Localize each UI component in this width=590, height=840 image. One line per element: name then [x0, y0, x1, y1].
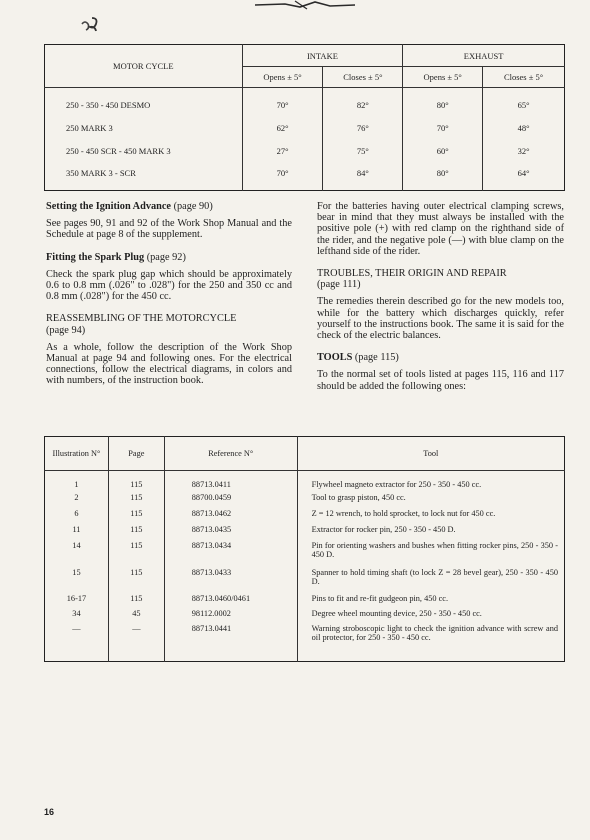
table-row — [45, 139, 565, 162]
intake-closes-cell: 76° — [323, 116, 403, 139]
model-cell: 250 - 450 SCR - 450 MARK 3 — [66, 145, 171, 156]
reference-cell: 88713.0435 — [164, 523, 297, 539]
reference-cell: 88713.0462 — [164, 507, 297, 523]
exhaust-closes-cell: 65° — [483, 88, 565, 117]
reference-cell: 88713.0460/0461 — [164, 592, 297, 607]
table-row — [45, 507, 565, 523]
header-motorcycle: MOTOR CYCLE — [45, 45, 243, 88]
reassembling-text: As a whole, follow the description of the Work Shop Manual at page 94 and following ones. For the electrical connections, follow the electrical diagrams, in colors and with numbers, of the instruction book. — [46, 341, 292, 387]
troubles-heading: TROUBLES, THEIR ORIGIN AND REPAIR — [317, 268, 507, 280]
table-row — [45, 88, 565, 117]
page-cell: 115 — [108, 592, 164, 607]
illustration-cell: 6 — [74, 508, 79, 518]
table-row — [45, 523, 565, 539]
page-number: 16 — [44, 807, 55, 817]
header-reference: Reference N° — [164, 437, 297, 471]
table-row — [45, 491, 565, 507]
reference-cell: 88713.0433 — [164, 566, 297, 592]
ignition-text: See pages 90, 91 and 92 of the Work Shop Manual and the Schedule at page 8 of the supplement. — [46, 218, 292, 241]
ignition-heading-line — [46, 201, 292, 212]
exhaust-opens-cell: 70° — [403, 116, 483, 139]
troubles-text: The remedies therein described go for the new models too, while for the battery which discharges quickly, refer yourself to the instructions book. The same it is said for the check of the electric balances. — [317, 296, 564, 342]
exhaust-closes-cell: 64° — [483, 162, 565, 191]
illustration-cell: 2 — [74, 492, 79, 502]
header-tool: Tool — [297, 437, 564, 471]
intake-opens-cell: 70° — [242, 162, 323, 191]
table-row — [45, 566, 565, 592]
spark-heading-line — [46, 252, 292, 263]
table-row — [45, 539, 565, 566]
page-cell: 115 — [108, 539, 164, 566]
tool-cell: Pins to fit and re-fit gudgeon pin, 450 cc. — [297, 592, 564, 607]
illustration-cell: 1 — [74, 480, 79, 489]
illustration-cell: — — [72, 623, 81, 633]
header-intake-opens: Opens ± 5° — [242, 67, 323, 88]
illustration-cell: 15 — [72, 567, 81, 577]
right-column — [317, 201, 564, 392]
ignition-heading: Setting the Ignition Advance — [46, 201, 172, 212]
tools-page: (page 115) — [354, 352, 399, 364]
table-row — [45, 116, 565, 139]
header-exhaust: EXHAUST — [403, 45, 565, 67]
tools-heading-line — [317, 352, 564, 363]
tool-cell: Warning stroboscopic light to check the ignition advance with screw and oil protector, for 250 - 350 - 450 cc. — [297, 622, 564, 662]
reference-cell: 88713.0434 — [164, 539, 297, 566]
binding-edge-mark — [255, 0, 355, 12]
reference-cell: 98112.0002 — [164, 607, 297, 622]
ignition-page: (page 90) — [173, 201, 213, 212]
batteries-text: For the batteries having outer electrical clamping screws, bear in mind that they must always be installed with the positive pole (+) with red clamp on the righthand side of the rider, and the negative pole (—) with blue clamp on the lefthand side of the rider. — [317, 201, 564, 257]
exhaust-opens-cell: 60° — [403, 139, 483, 162]
page-cell: 115 — [108, 566, 164, 592]
tool-cell: Extractor for rocker pin, 250 - 350 - 450 D. — [297, 523, 564, 539]
model-cell: 250 MARK 3 — [66, 122, 113, 133]
exhaust-opens-cell: 80° — [403, 162, 483, 191]
troubles-page: (page 111) — [317, 279, 361, 291]
tools-table — [44, 436, 565, 662]
table-row — [45, 162, 565, 191]
model-cell: 350 MARK 3 - SCR — [66, 168, 136, 178]
page-cell: 115 — [108, 471, 164, 491]
intake-closes-cell: 84° — [323, 162, 403, 191]
tool-cell: Pin for orienting washers and bushes when fitting rocker pins, 250 - 350 - 450 D. — [297, 539, 564, 566]
tool-cell: Flywheel magneto extractor for 250 - 350 - 450 cc. — [297, 471, 564, 491]
tools-text: To the normal set of tools listed at pages 115, 116 and 117 should be added the following ones: — [317, 369, 564, 392]
intake-opens-cell: 70° — [242, 88, 323, 117]
valve-timing-table — [44, 44, 565, 191]
spark-heading: Fitting the Spark Plug — [46, 251, 145, 263]
header-exhaust-closes: Closes ± 5° — [483, 67, 565, 88]
header-intake-closes: Closes ± 5° — [323, 67, 403, 88]
intake-opens-cell: 62° — [242, 116, 323, 139]
reference-cell: 88713.0411 — [164, 471, 297, 491]
page-cell: 45 — [108, 607, 164, 622]
table-row — [45, 471, 565, 491]
header-intake: INTAKE — [242, 45, 403, 67]
exhaust-opens-cell: 80° — [403, 88, 483, 117]
illustration-cell: 14 — [72, 540, 81, 550]
reassembling-heading: REASSEMBLING OF THE MOTORCYCLE — [46, 313, 237, 325]
tool-cell: Tool to grasp piston, 450 cc. — [297, 491, 564, 507]
table-row — [45, 592, 565, 607]
intake-closes-cell: 82° — [323, 88, 403, 117]
illustration-cell: 11 — [72, 524, 81, 534]
header-exhaust-opens: Opens ± 5° — [403, 67, 483, 88]
page-cell: — — [108, 622, 164, 662]
exhaust-closes-cell: 48° — [483, 116, 565, 139]
reassembling-page: (page 94) — [46, 324, 86, 336]
table-row — [45, 622, 565, 662]
illustration-cell: 34 — [72, 608, 81, 618]
spark-page: (page 92) — [146, 251, 186, 263]
page-cell: 115 — [108, 507, 164, 523]
reference-cell: 88700.0459 — [164, 491, 297, 507]
page-cell: 115 — [108, 491, 164, 507]
tools-heading: TOOLS — [317, 352, 353, 364]
table-row — [45, 607, 565, 622]
left-column — [46, 201, 292, 387]
header-page: Page — [108, 437, 164, 471]
ink-scribble — [78, 14, 102, 36]
tool-cell: Z = 12 wrench, to hold sprocket, to lock nut for 450 cc. — [297, 507, 564, 523]
tool-cell: Degree wheel mounting device, 250 - 350 - 450 cc. — [297, 607, 564, 622]
page-cell: 115 — [108, 523, 164, 539]
tool-cell: Spanner to hold timing shaft (to lock Z = 28 bevel gear), 250 - 350 - 450 D. — [297, 566, 564, 592]
reference-cell: 88713.0441 — [164, 622, 297, 662]
model-cell: 250 - 350 - 450 DESMO — [66, 99, 151, 110]
exhaust-closes-cell: 32° — [483, 139, 565, 162]
illustration-cell: 16-17 — [66, 593, 87, 603]
header-illustration: Illustration N° — [45, 437, 109, 471]
intake-opens-cell: 27° — [242, 139, 323, 162]
spark-text: Check the spark plug gap which should be approximately 0.6 to 0.8 mm (.026" to .028") for the 250 and 350 cc and 0.8 mm (.028") for the 450 cc. — [46, 268, 292, 303]
intake-closes-cell: 75° — [323, 139, 403, 162]
